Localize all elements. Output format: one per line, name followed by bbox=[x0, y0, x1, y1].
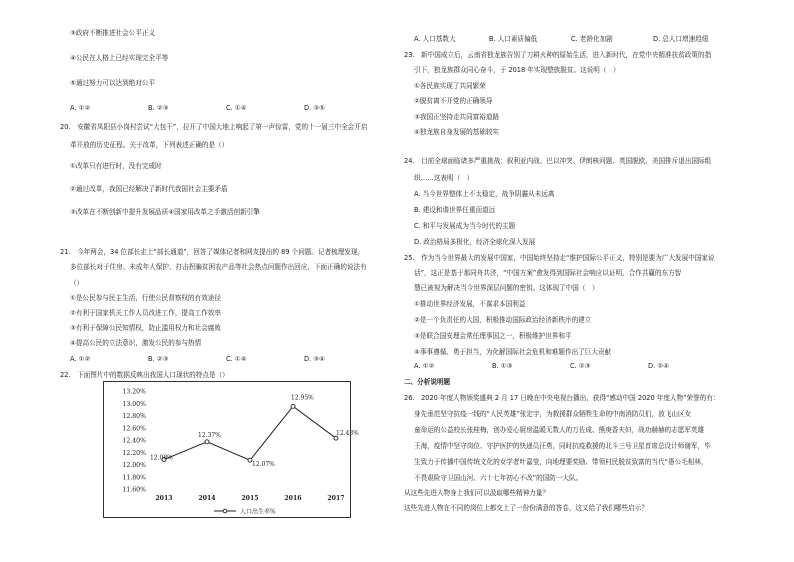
q21-statement-3: ③有利于保障公民知情权，防止滥用权力和社会腐败 bbox=[70, 324, 221, 332]
data-label: 12.95% bbox=[291, 394, 314, 402]
q22-choices bbox=[414, 35, 708, 43]
x-tick-label: 2016 bbox=[284, 495, 302, 502]
q23-statement-2: ②脱贫离不开党的正确领导 bbox=[414, 97, 493, 105]
birth-rate-line-chart bbox=[103, 381, 359, 518]
q25-statement-1: ①推动世界经济发展，不谋求本国利益 bbox=[414, 300, 526, 308]
q19-choices bbox=[70, 104, 325, 112]
y-tick-label: 11.80% bbox=[122, 474, 146, 482]
q24-choice-b: B. 建设和谐世界任重而道远 bbox=[414, 206, 496, 214]
choice-d: D. ③④ bbox=[304, 355, 326, 363]
choice-d: D. ②④ bbox=[648, 362, 670, 370]
q24-choice-a: A. 当今世界整体上不太稳定，战争阴霾从未远离 bbox=[414, 190, 555, 198]
q23-statement-1: ①各民族实现了共同繁荣 bbox=[414, 82, 486, 90]
choice-b: B. ①③ bbox=[492, 362, 513, 370]
line-chart-svg bbox=[104, 382, 359, 517]
q20-statement-2: ②通过改革，我国已经解决了新时代我国社会主要矛盾 bbox=[70, 185, 228, 193]
choice-b: B. ②③ bbox=[148, 104, 169, 112]
q24-choice-c: C. 和平与发展成为当今时代的主题 bbox=[414, 222, 516, 230]
q21-statement-1: ①是公民参与民主生活，行使公民督察权的有效途径 bbox=[70, 294, 221, 302]
choice-d: D. 总人口增速趋缓 bbox=[653, 35, 709, 43]
q21-stem-1: 21. 今年两会，34 位部长走上“部长通道”，回答了媒体记者和网友提出的 89 个问题。记者梳理发现， bbox=[60, 248, 365, 256]
q25-choices bbox=[414, 362, 669, 370]
q24-stem-2: 织……这表明（ ） bbox=[414, 174, 474, 182]
q25-stem-1: 25. 作为当今世界最大的发展中国家，中国始终坚持走“维护国际公平正义，特别是要为广大发展中国家说 bbox=[404, 254, 715, 262]
q19-statement-4: ④公民在人格上已经实现完全平等 bbox=[70, 54, 169, 62]
choice-d: D. ③⑤ bbox=[304, 104, 326, 112]
section-title: 二、分析说明题 bbox=[404, 378, 451, 386]
q25-stem-3: 慧已被视为解决当今世界深层问题的密钥。这体现了中国（ ） bbox=[414, 284, 599, 292]
q26-stem-3: 童命运的公益校长张桂梅，创办爱心厨房温暖无数人的万佐成、熊庚香夫妇，战功赫赫的志愿军英雄 bbox=[414, 426, 705, 434]
choice-a: A. ①② bbox=[70, 104, 91, 112]
q21-stem-2: 多位部长对于住房、未成年人保护、打击拐骗贫困农产品等社会热点问题作出回应，下面正确的说法有 bbox=[70, 263, 367, 271]
y-tick-label: 13.20% bbox=[122, 388, 146, 396]
data-label: 12.37% bbox=[198, 431, 221, 439]
choice-b: B. 人口素质偏低 bbox=[489, 35, 538, 43]
choice-c: C. ②③ bbox=[570, 362, 591, 370]
q23-stem-1: 23. 新中国成立后，云南省独龙族告别了刀耕火种的原始生活，进入新时代，在党中央精准扶贫政策的指 bbox=[404, 51, 712, 59]
q26-stem-6: 不畏艰险守卫国山河、六十七年初心不改”的国防一大队。 bbox=[414, 474, 583, 482]
y-tick-label: 12.80% bbox=[122, 413, 146, 420]
q24-stem-1: 24. 目前全球面临诸多严重挑战：叙利亚内战、巴以冲突、伊朗核问题、英国脱欧、美国排斥退出国际组 bbox=[404, 157, 712, 165]
q21-choices bbox=[70, 355, 325, 363]
legend-label: 人口出生率% bbox=[240, 508, 276, 516]
q21-statement-4: ④提高公民的立法意识，激发公民的参与热情 bbox=[70, 339, 202, 347]
q20-stem-2: 革开放的历史征程。关于改革，下列表述正确的是（） bbox=[70, 141, 229, 149]
q22-stem: 22. 下面图片中的数据反映出我国人口现状的特点是（） bbox=[60, 371, 229, 379]
q21-statement-2: ②有利于国家机关工作人员改进工作，提高工作效率 bbox=[70, 309, 221, 317]
q26-stem-5: 生致力于传播中国传统文化的女学者叶嘉莹，向地理要奖励、带领村民脱贫致富的当代“愚公毛相林， bbox=[414, 458, 708, 466]
q23-statement-3: ③我国正坚持走共同富裕道路 bbox=[414, 113, 500, 121]
q25-statement-3: ③是联合国安理会常任理事国之一，积极维护世界和平 bbox=[414, 332, 572, 340]
y-tick-label: 12.40% bbox=[122, 437, 146, 445]
data-point bbox=[205, 440, 209, 444]
data-label: 12.43% bbox=[336, 430, 359, 438]
x-tick-label: 2017 bbox=[327, 495, 345, 502]
q19-statement-5: ⑤通过努力可以达到绝对公平 bbox=[70, 79, 156, 87]
q25-stem-2: 话”，这正是基于那同舟共济，“中国方案”愈发得到国际社会响应以证明，合作共赢的东方智 bbox=[414, 269, 682, 277]
q21-stem-3: （） bbox=[70, 279, 84, 287]
q25-statement-2: ②是一个负责任的大国，积极推动国际政治经济新秩序的建立 bbox=[414, 316, 592, 324]
choice-c: C. ①④ bbox=[226, 355, 247, 363]
choice-a: A. ①② bbox=[414, 362, 435, 370]
data-point bbox=[291, 404, 295, 408]
legend-marker bbox=[223, 509, 227, 513]
q20-stem-1: 20. 安徽省凤阳县小岗村尝试“大包干”，拉开了中国大地上响起了第一声惊雷，党的十一届三中全会开启 bbox=[60, 123, 368, 131]
x-tick-label: 2014 bbox=[198, 495, 216, 502]
q26-stem-2: 身先垂范坚守抗疫一线的“人民英雄”张定宇，为救援群众牺牲生命的中南消防员们，放飞山区女 bbox=[414, 410, 692, 418]
q26-question-2: 这些先进人物在不同的岗位上都交上了一份份满意的答卷，这又给了我们哪些启示？ bbox=[404, 504, 648, 512]
data-label: 12.08% bbox=[150, 454, 173, 462]
y-tick-label: 12.20% bbox=[122, 449, 146, 457]
q26-stem-4: 王海，疫情中坚守岗位、守护医护的快递员汪勇，同时抗疫救援的北斗三号卫星首席总设计师谢军，毕 bbox=[414, 442, 711, 450]
q19-statement-3: ③政府不断推进社会公平正义 bbox=[70, 29, 156, 37]
q23-statement-4: ④独龙族自身发展的基础较实 bbox=[414, 128, 500, 136]
x-tick-label: 2013 bbox=[155, 495, 173, 502]
q25-statement-4: ④事事遵循、勇于担当，为化解国际社会危机和难题作出了巨大贡献 bbox=[414, 348, 612, 356]
y-tick-label: 12.00% bbox=[122, 462, 146, 469]
q23-stem-2: 引下，独龙族群众同心奋斗，于 2018 年实现整族脱贫。这说明（ ） bbox=[414, 66, 620, 74]
q26-stem-1: 26. 2020 年度人物颁奖盛典 2 月 17 日晚在中央电视台播出，获得“感动中国 2020 年度人物”荣誉的有： bbox=[404, 394, 720, 402]
y-tick-label: 12.60% bbox=[122, 425, 146, 433]
q26-question-1: 从这些先进人物身上我们可以汲取哪些精神力量？ bbox=[404, 489, 550, 497]
y-tick-label: 11.60% bbox=[122, 486, 146, 494]
choice-c: C. 老龄化加剧 bbox=[571, 35, 613, 43]
choice-a: A. 人口基数大 bbox=[414, 35, 456, 43]
choice-b: B. ②③ bbox=[148, 355, 169, 363]
q24-choice-d: D. 政治格局多极化，经济全球化深入发展 bbox=[414, 238, 536, 246]
choice-c: C. ①④ bbox=[226, 104, 247, 112]
x-tick-label: 2015 bbox=[241, 495, 259, 502]
choice-a: A. ①② bbox=[70, 355, 91, 363]
data-label: 12.07% bbox=[252, 461, 275, 469]
y-tick-label: 13.00% bbox=[122, 400, 146, 408]
q20-statement-1: ①改革只有进行时，没有完成时 bbox=[70, 162, 162, 170]
series-line bbox=[164, 406, 336, 460]
q20-statement-3-4: ③改革在不断创新中提升发展品质④国家用改革之手激活创新引擎 bbox=[70, 208, 260, 216]
